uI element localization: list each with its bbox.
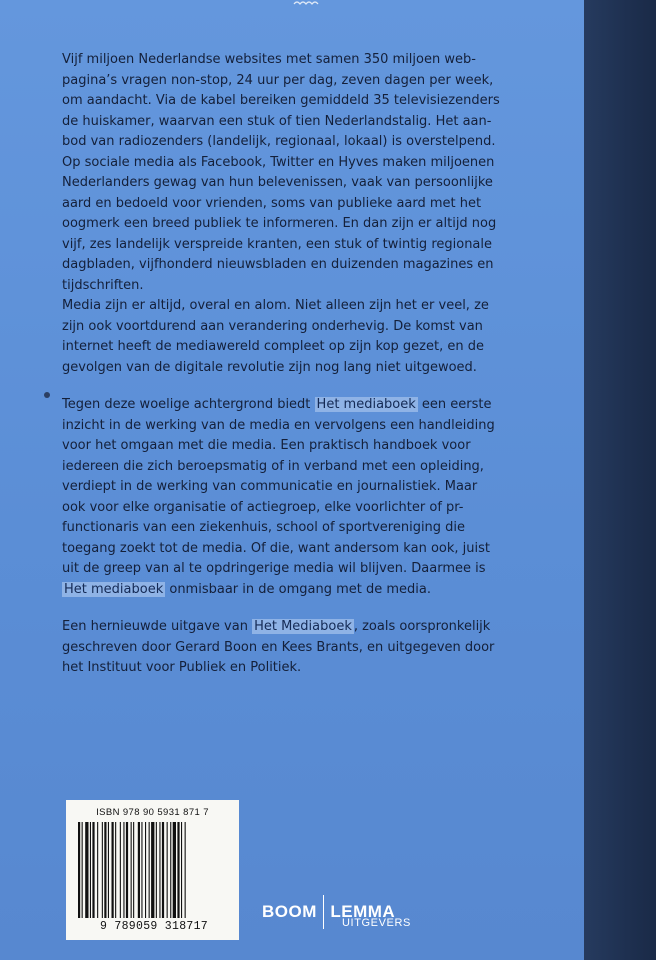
top-ornament [292,0,322,6]
bullet-dot [44,392,50,398]
isbn-text: ISBN 978 90 5931 871 7 [96,807,209,818]
book-title-highlight: Het mediaboek [316,397,416,412]
barcode-image [78,822,228,918]
barcode-label [66,800,239,940]
barcode-digits: 9 789059 318717 [99,920,209,933]
publisher-name-right: LEMMA [330,902,396,921]
p3-intro: Tegen deze woelige achtergrond biedt [62,397,315,412]
publisher-name-left: BOOM [262,902,317,921]
blurb-paragraph-4 [62,617,524,679]
p3-end: onmisbaar in de omgang met de media. [165,581,431,597]
blurb-paragraph-3 [62,395,524,600]
publisher-subtitle: UITGEVERS [342,917,411,929]
publisher-logo [262,895,411,929]
book-title-highlight-3: Het Mediaboek [254,619,352,634]
book-title-highlight-2: Het mediaboek [64,581,164,597]
book-spine [584,0,656,960]
publisher-divider [323,895,325,929]
blurb-paragraph-1: Vijf miljoen Nederlandse websites met samen 350 miljoen web- pagina’s vragen non-stop, 24 uur per dag, zeven dagen per week, om aandacht. Via de kabel bereiken gemiddeld 35 televisiezenders de huiskamer, waarvan een stuk of tien Nederlandstalig. Het aan- bod van radiozenders (landelijk, regionaal, lokaal) is overstelpend. Op sociale media als Facebook, Twitter en Hyves maken miljoenen Nederlanders gewag van hun belevenissen, vaak van persoonlijke aard en bedoeld voor vrienden, soms van publieke aard met het oogmerk een breed publiek te informeren. En dan zijn er altijd nog vijf, zes landelijk verspreide kranten, een stuk of twintig regionale dagbladen, vijfhonderd nieuwsbladen en duizenden magazines en tijdschriften. [62,52,500,293]
p3-body: een eerste inzicht in de werking van de media en vervolgens een handleiding voor het omgaan met die media. Een praktisch handboek voor iedereen die zich beroepsmatig of in verband met een opleiding, verdiept in de werking van communicatie en journalistiek. Maar ook voor elke organisatie of actiegroep, elke voorlichter of pr- functionaris van een ziekenhuis, school of sportvereniging die toegang zoekt tot de media. Of die, want andersom kan ook, juist uit de greep van al te opdringerige media wil blijven. Daarmee is [62,397,495,576]
blurb-paragraph-2: Media zijn er altijd, overal en alom. Niet alleen zijn het er veel, ze zijn ook voortdurend aan verandering onderhevig. De komst van internet heeft de mediawereld compleet op zijn kop gezet, en de gevolgen van de digitale revolutie zijn nog lang niet uitgewoed. [62,298,489,375]
p4-intro: Een hernieuwde uitgave van [62,619,253,634]
blurb-text [62,50,524,679]
p4-body: , zoals oorspronkelijk geschreven door Gerard Boon en Kees Brants, en uitgegeven door het Instituut voor Publiek en Politiek. [62,619,495,675]
